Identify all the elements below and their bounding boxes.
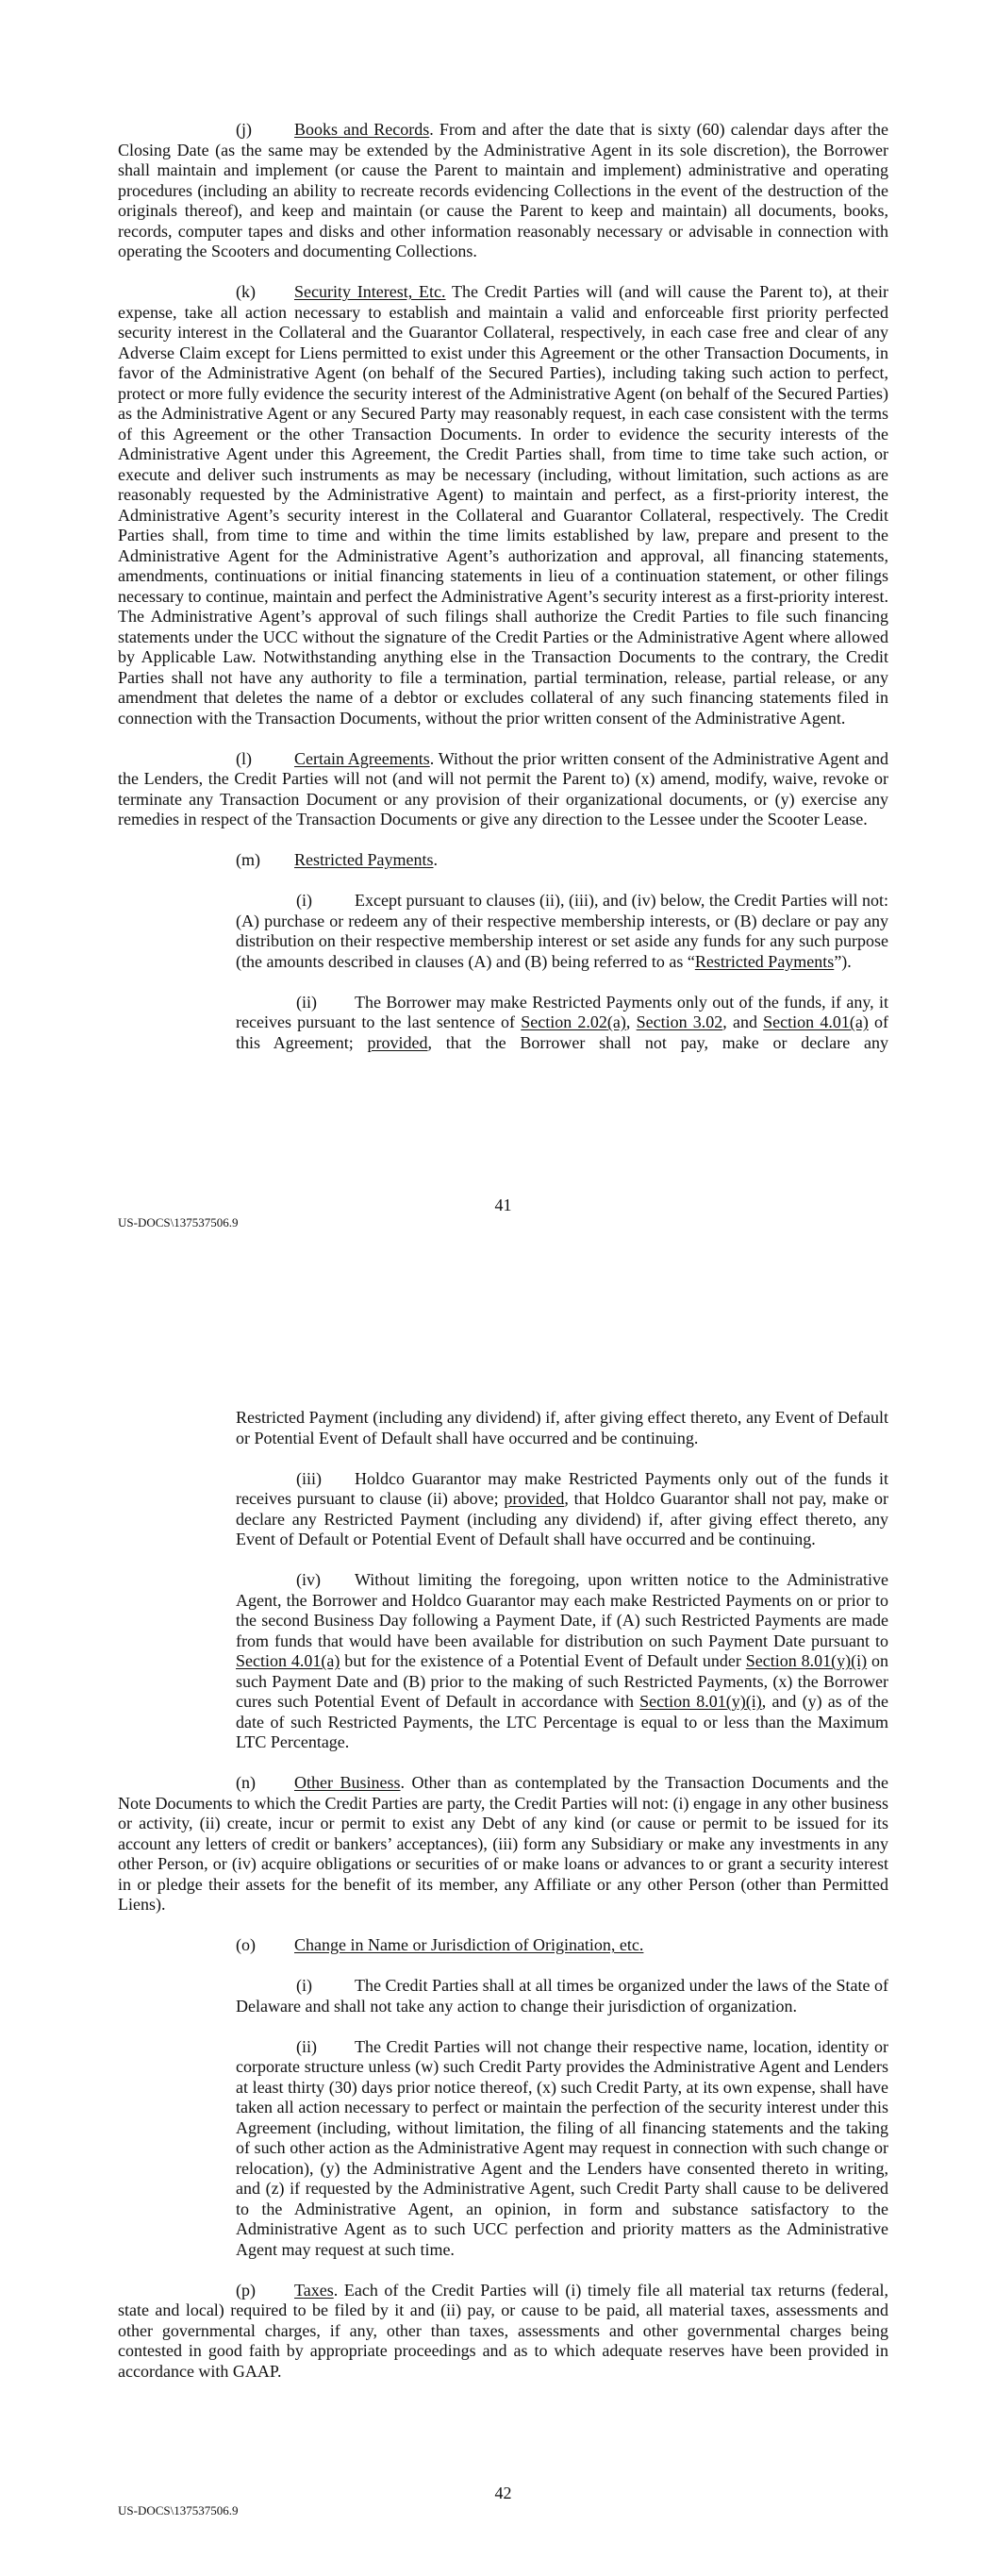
underlined-term: Security Interest, Etc. xyxy=(294,282,446,301)
clause-text: Without limiting the foregoing, upon written notice to the Administrative Agent, the Borrower and Holdco Guarantor may each make Restricted Payments on or prior to the second Business Day following a Payment Date, if (A) such Restricted Payments are made from funds that would have been available for distribution on such Payment Date pursuant to xyxy=(236,1570,888,1650)
clause-label: (j) xyxy=(236,120,252,139)
underlined-term: Change in Name or Jurisdiction of Origination, etc. xyxy=(294,1935,644,1954)
clause-paragraph xyxy=(118,1773,888,1915)
clause-label: (m) xyxy=(236,850,260,869)
clause-text: ”). xyxy=(834,951,852,971)
clause-label: (i) xyxy=(296,1976,312,1995)
underlined-term: provided xyxy=(367,1032,428,1052)
underlined-term: Restricted Payments xyxy=(294,850,434,869)
clause-label: (ii) xyxy=(296,992,317,1012)
underlined-term: Section 4.01(a) xyxy=(236,1651,340,1670)
underlined-term: provided xyxy=(504,1489,565,1508)
clause-text: . Each of the Credit Parties will (i) timely file all material tax returns (federal, state and local) required to be filed by it and (ii) pay, or cause to be paid, all material taxes, assessments and other governmental charges, if any, other than taxes, assessments and other governmental charges being contested in good faith by appropriate proceedings and as to which adequate reserves have been provided in accordance with GAAP. xyxy=(118,2280,888,2381)
clause-text: . Without the prior written consent of the Administrative Agent and the Lenders, the Credit Parties will not (and will not permit the Parent to) (x) amend, modify, waive, revoke or terminate any Transaction Document or any provision of their organizational documents, or (y) exercise any remedies in respect of the Transaction Documents or give any direction to the Lessee under the Scooter Lease. xyxy=(118,748,888,828)
clause-text: Restricted Payment (including any dividend) if, after giving effect thereto, any Event of Default or Potential Event of Default shall have occurred and be continuing. xyxy=(236,1408,888,1447)
clause-label: (p) xyxy=(236,2280,256,2300)
underlined-term: Certain Agreements xyxy=(294,748,430,768)
clause-paragraph xyxy=(118,282,888,728)
clause-paragraph xyxy=(236,993,888,1054)
underlined-term: Taxes xyxy=(294,2280,334,2300)
clause-paragraph xyxy=(236,1469,888,1550)
clause-paragraph xyxy=(236,2037,888,2261)
document-id: US-DOCS\137537506.9 xyxy=(118,1215,239,1229)
underlined-term: Section 8.01(y)(i) xyxy=(745,1651,868,1670)
clause-text: . xyxy=(433,850,438,869)
clause-text: The Credit Parties shall at all times be organized under the laws of the State of Delaware and shall not take any action to change their jurisdiction of organization. xyxy=(236,1976,888,2016)
underlined-term: Restricted Payments xyxy=(694,951,835,971)
clause-text: but for the existence of a Potential Event of Default under xyxy=(340,1651,746,1670)
clause-label: (o) xyxy=(236,1935,256,1954)
clause-paragraph xyxy=(236,1570,888,1753)
underlined-term: Section 4.01(a) xyxy=(763,1012,869,1031)
clause-text: . From and after the date that is sixty (60) calendar days after the Closing Date (as the same may be extended by the Administrative Agent in its sole discretion), the Borrower shall maintain and implement (or cause the Parent to maintain and implement) administrative and operating procedures (including an ability to recreate records evidencing Collections in the event of the destruction of the originals thereof), and keep and maintain (or cause the Parent to keep and maintain) all documents, books, records, computer tapes and disks and other information reasonably necessary or advisable in connection with operating the Scooters and documenting Collections. xyxy=(118,120,888,260)
underlined-term: Other Business xyxy=(294,1773,401,1792)
clause-paragraph xyxy=(236,1976,888,2016)
clause-paragraph xyxy=(118,749,888,830)
clause-text: , that Holdco Guarantor shall not pay, make or declare any Restricted Payment (including any dividend) if, after giving effect thereto, any Event of Default or Potential Event of Default shall have occurred and be continuing. xyxy=(236,1489,888,1548)
clause-text: Except pursuant to clauses (ii), (iii), and (iv) below, the Credit Parties will not: (A) purchase or redeem any of their respective membership interests, or (B) declare or pay any distribution on their respective membership interest or set aside any funds for any such purpose (the amounts described in clauses (A) and (B) being referred to as “ xyxy=(236,891,888,971)
clause-text: of this Agreement; xyxy=(236,1012,889,1052)
clause-text: The Credit Parties will (and will cause the Parent to), at their expense, take all action necessary to establish and maintain a valid and enforceable first priority perfected security interest in the Collateral and the Guarantor Collateral, respectively, in each case free and clear of any Adverse Claim except for Liens permitted to exist under this Agreement or the other Transaction Documents, in favor of the Administrative Agent (on behalf of the Secured Parties), including taking such action to perfect, protect or more fully evidence the security interest of the Administrative Agent (on behalf of the Secured Parties) as the Administrative Agent or any Secured Party may reasonably request, in each case consistent with the terms of this Agreement or the other Transaction Documents. In order to evidence the security interests of the Administrative Agent under this Agreement, the Credit Parties shall, from time to time take such action, or execute and deliver such instruments as may be necessary (including, without limitation, such actions as are reasonably requested by the Administrative Agent) to maintain and perfect, as a first-priority interest, the Administrative Agent’s security interest in the Collateral and Guarantor Collateral, respectively. The Credit Parties shall, from time to time and within the time limits established by law, prepare and present to the Administrative Agent for the Administrative Agent’s authorization and approval, all financing statements, amendments, continuations or initial financing statements in lieu of a continuation statement, or other filings necessary to continue, maintain and perfect the Administrative Agent’s security interest as a first-priority interest. The Administrative Agent’s approval of such filings shall authorize the Credit Parties to file such financing statements under the UCC without the signature of the Credit Parties or the Administrative Agent where allowed by Applicable Law. Notwithstanding anything else in the Transaction Documents to the contrary, the Credit Parties shall not have any authority to file a termination, partial termination, release, partial release, or any amendment that deletes the name of a debtor or excludes collateral of any such financing statements filed in connection with the Transaction Documents, without the prior written consent of the Administrative Agent. xyxy=(118,282,889,728)
clause-text: , that the Borrower shall not pay, make or declare any xyxy=(427,1032,888,1052)
page-body xyxy=(118,1408,888,2402)
clause-text: . Other than as contemplated by the Transaction Documents and the Note Documents to which the Credit Parties are party, the Credit Parties will not: (i) engage in any other business or activity, (ii) create, incur or permit to exist any Debt of any kind (or cause or permit to be issued for its account any letters of credit or bankers’ acceptances), (iii) form any Subsidiary or make any investments in any other Person, or (iv) acquire obligations or securities of or make loans or advances to or grant a security interest in or pledge their assets for the benefit of its member, any Affiliate or any other Person (other than Permitted Liens). xyxy=(118,1773,889,1914)
clause-label: (ii) xyxy=(296,2036,317,2056)
clause-paragraph xyxy=(118,850,888,871)
underlined-term: Section 2.02(a) xyxy=(521,1012,626,1031)
clause-label: (i) xyxy=(296,891,312,910)
page-number: 42 xyxy=(494,2484,512,2502)
page-body xyxy=(118,120,888,1074)
underlined-term: Section 8.01(y)(i) xyxy=(639,1692,762,1711)
clause-paragraph xyxy=(118,2281,888,2383)
clause-paragraph xyxy=(236,1408,888,1448)
underlined-term: Books and Records xyxy=(294,120,430,139)
clause-text: The Borrower may make Restricted Payments only out of the funds, if any, it receives pursuant to the last sentence of xyxy=(236,992,888,1031)
clause-text: , and xyxy=(722,1012,764,1031)
clause-text: on such Payment Date and (B) prior to the making of such Restricted Payments, (x) the Borrower cures such Potential Event of Default in accordance with xyxy=(236,1651,889,1711)
clause-paragraph xyxy=(236,891,888,972)
clause-text: The Credit Parties will not change their respective name, location, identity or corporate structure unless (w) such Credit Party provides the Administrative Agent and Lenders at least thirty (30) days prior notice thereof, (x) such Credit Party, at its own expense, shall have taken all action necessary to perfect or maintain the perfection of the security interest under this Agreement (including, without limitation, the filing of all financing statements and the taking of such other action as the Administrative Agent may request in connection with such change or relocation), (y) the Administrative Agent and the Lenders have consented thereto in writing, and (z) if requested by the Administrative Agent, such Credit Party shall cause to be delivered to the Administrative Agent, an opinion, in form and substance satisfactory to the Administrative Agent as to such UCC perfection and priority matters as the Administrative Agent may request at such time. xyxy=(236,2036,888,2259)
page-42 xyxy=(0,1288,995,2576)
clause-label: (k) xyxy=(236,282,256,301)
document-id: US-DOCS\137537506.9 xyxy=(118,2503,239,2517)
page-number: 41 xyxy=(494,1196,512,1214)
clause-text: , xyxy=(625,1012,637,1031)
clause-paragraph xyxy=(118,1935,888,1956)
clause-text: , and (y) as of the date of such Restricted Payments, the LTC Percentage is equal to or less than the Maximum LTC Percentage. xyxy=(236,1692,888,1751)
clause-label: (iii) xyxy=(296,1468,322,1488)
clause-text: Holdco Guarantor may make Restricted Payments only out of the funds it receives pursuant to clause (ii) above; xyxy=(236,1468,888,1508)
clause-label: (l) xyxy=(236,748,252,768)
clause-label: (iv) xyxy=(296,1570,321,1589)
underlined-term: Section 3.02 xyxy=(636,1012,723,1031)
clause-label: (n) xyxy=(236,1773,256,1792)
clause-paragraph xyxy=(118,120,888,262)
